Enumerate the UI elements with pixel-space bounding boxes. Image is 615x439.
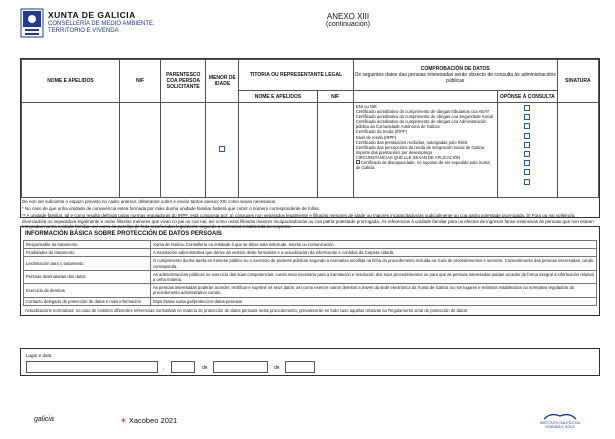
- doc-item: Certificado acreditativo do cumprimento de obrigas coa Seguridade Social: [355, 114, 494, 120]
- cell-nome[interactable]: [22, 103, 120, 198]
- igvs-icon: [543, 412, 577, 420]
- docs-list: [353, 103, 497, 198]
- oponse-checkbox[interactable]: [524, 151, 530, 157]
- table-row: [24, 297, 597, 305]
- cell-titor-nif[interactable]: [317, 103, 353, 198]
- data-protection-box: [20, 226, 600, 316]
- info-value: A tramitación administrativa que derive da xestión deste formulario e a actualización da información e contidos da Carpeta cidadá.: [151, 249, 597, 257]
- igvs-logo: [540, 412, 580, 429]
- info-key: Finalidades do tratamento: [24, 249, 151, 257]
- xacobeo-icon: ☀: [120, 416, 127, 425]
- page-header: [20, 8, 600, 48]
- doc-item: Certificado acreditativo do cumprimento de obrigas tributarias coa AEAT: [355, 109, 490, 115]
- doc-item: Certificado das prestacións recibidas, outorgadas polo INSS: [355, 139, 468, 145]
- table-row: [24, 284, 597, 297]
- table-row: [22, 103, 599, 198]
- org-title: XUNTA DE GALICIA: [48, 10, 136, 20]
- data-protection-title: INFORMACIÓN BÁSICA SOBRE PROTECCIÓN DE DATOS PERSOAIS: [25, 231, 222, 237]
- table-row: [24, 270, 597, 283]
- info-link[interactable]: https://www.xunta.gal/proteccion-datos-persoais: [151, 297, 597, 305]
- cell-menor: [206, 103, 239, 198]
- org-subtitle: [48, 21, 155, 35]
- note-3: ** A unidade familiar, tal e como resulta definida polas normas reguladoras do IRPF, está composta por: a) cónxuxes non separados legalmente e fillos/as menores de idade ou maiores incapacitados/as xudicialmente ou coa patria potestade prorrogada. b) Fóra ou nai solteiro/a, divorciado/a ou separado/a legalmente e os/as fillos/as menores que vivan co pai ou coa nai, así como os/as fillos/as maiores incapacitados/as ou coa patria potestade prorrogada. Ás referencias á unidade familiar para os efectos de ingresos fanse extensivas ás persoas que non estean integradas nunha unidade familiar, así como ás parellas de feito recoñecidas legalmente segundo a normativa establecida ao respecto.: [22, 213, 594, 229]
- doc-item: CIRCUNSTANCIAS QUE LLE SEXAN DE APLICACIÓN: [355, 154, 461, 160]
- col-oponse: OPÓNSE Á CONSULTA: [497, 91, 557, 103]
- family-members-table: [21, 59, 599, 198]
- oponse-checkbox[interactable]: [524, 142, 530, 148]
- cell-sinatura[interactable]: [557, 103, 598, 198]
- org-subtitle-line-2: TERRITORIO E VIVENDA: [48, 28, 119, 34]
- info-value: As persoas interesadas poderán acceder, rectificar e suprimir os seus datos, así como exercer outros dereitos a través da sede electrónica da Xunta de Galicia ou nos lugares e rexistros establecidos na normativa reguladora do procedemento administrativo común.: [151, 284, 597, 297]
- info-key: Responsable do tratamento: [24, 241, 151, 249]
- month-field[interactable]: [213, 361, 268, 373]
- place-field[interactable]: [26, 361, 158, 373]
- note-2: * No caso de que unha unidade de convivencia estea formada por máis dunha unidade familiar haberá que cubrir o número correspondente de follas.: [22, 206, 320, 211]
- oponse-checkbox[interactable]: [524, 169, 530, 175]
- annex-title: ANEXO XIII: [326, 12, 370, 21]
- galicia-logo: galicia: [34, 416, 54, 423]
- table-row: [24, 257, 597, 270]
- info-key: Persoas destinatarias dos datos: [24, 270, 151, 283]
- xacobeo-label: Xacobeo 2021: [128, 416, 178, 425]
- info-key: Exercicio de dereitos: [24, 284, 151, 297]
- col-sinatura: SINATURA: [557, 60, 598, 103]
- doc-item-label: Certificado de discapacidade, no suposto de ser expedido pola Xunta de Galicia: [355, 160, 490, 171]
- oponse-checkbox[interactable]: [524, 179, 530, 185]
- col-comprobacion: [353, 60, 557, 91]
- col-titor: TITOR/A OU REPRESENTANTE LEGAL: [239, 60, 353, 91]
- place-date-box: [20, 348, 600, 376]
- oponse-checkbox[interactable]: [524, 105, 530, 111]
- table-row: [24, 249, 597, 257]
- info-key: Contacto delegado de protección de datos e máis información: [24, 297, 151, 305]
- oponse-checkbox[interactable]: [524, 133, 530, 139]
- doc-item: Certificado das percepcións da renda de integración social de Galicia: [355, 144, 485, 150]
- note-1: De non ser suficiente o espazo previsto no cadro anterior, deberanse cubrir e enviar tantos anexos XIII como sexan necesarios.: [22, 199, 277, 204]
- page-footer: [20, 408, 600, 432]
- col-parentesco: PARENTESCO COA PERSOA SOLICITANTE: [161, 60, 206, 103]
- annex-subtitle: (continuación): [326, 21, 370, 28]
- doc-item: Nivel de renda (IRPF): [355, 134, 397, 140]
- col-titor-nome: NOME E APELIDOS: [239, 91, 317, 103]
- col-docs: [353, 91, 497, 103]
- info-value: Xunta de Galicia. Consellería ou entidade á que se dirixe esta solicitude, escrito ou comunicación.: [151, 241, 597, 249]
- oponse-checkbox[interactable]: [524, 123, 530, 129]
- col-menor: MENOR DE IDADE: [206, 60, 239, 103]
- doc-item: Certificado acreditativo do cumprimento de obrigas coa Administración pública da Comunidade Autónoma de Galicia: [355, 119, 487, 130]
- cell-titor-nome[interactable]: [239, 103, 317, 198]
- menor-checkbox[interactable]: [219, 146, 225, 152]
- oponse-checkboxes: [497, 103, 557, 198]
- comprobacion-subtitle: Os seguintes datos das persoas interesadas serán obxecto de consulta ás administracións públicas: [354, 72, 556, 84]
- info-value: O cumprimento dunha tarefa en interese público ou o exercicio de poderes públicos segundo a normativa recollida na ficha do procedemento incluída na Guía de procedementos e servizos. Consentimento das persoas interesadas, cando corresponda.: [151, 257, 597, 270]
- doc-item-with-checkbox: [356, 160, 495, 170]
- day-field[interactable]: [171, 361, 195, 373]
- comprobacion-title: COMPROBACIÓN DE DATOS: [420, 66, 490, 72]
- cell-nif[interactable]: [119, 103, 160, 198]
- igvs-label: INSTITUTO GALEGO DA VIVENDA E SOLO: [540, 421, 580, 429]
- col-nif: NIF: [119, 60, 160, 103]
- year-field[interactable]: [285, 361, 315, 373]
- xunta-logo-icon: [20, 8, 44, 38]
- doc-item: DNI ou NIE: [355, 104, 377, 109]
- cell-parentesco[interactable]: [161, 103, 206, 198]
- info-value: As administracións públicas no exercicio das súas competencias, cando sexa necesario para a tramitación e resolución dos seus procedementos ou para que as persoas interesadas poidan acceder de forma integral á información relativa a unha materia.: [151, 270, 597, 283]
- comma-separator: ,: [163, 365, 165, 371]
- col-nome: NOME E APELIDOS: [22, 60, 120, 103]
- org-subtitle-line-1: CONSELLERÍA DE MEDIO AMBIENTE,: [48, 21, 155, 27]
- info-key: Lexitimación para o tratamento: [24, 257, 151, 270]
- oponse-checkbox[interactable]: [524, 160, 530, 166]
- de-separator: de: [202, 365, 208, 371]
- family-members-table-box: [20, 58, 600, 218]
- data-protection-table: [23, 240, 597, 306]
- oponse-checkbox[interactable]: [524, 114, 530, 120]
- doc-item: Certificado da renda (IRPF): [355, 129, 407, 135]
- col-titor-nif: NIF: [317, 91, 353, 103]
- discapacidade-checkbox[interactable]: [356, 160, 360, 164]
- data-protection-footer: Actualizacións normativas: no caso de existiren diferentes referencias normativas en materia de protección de datos persoais neste procedemento, prevalecerán en todo caso aquelas relativas ao Regulamento xeral de protección de datos.: [25, 307, 468, 313]
- doc-item: Importe das prestacións por desemprego: [355, 149, 433, 155]
- place-date-label: Lugar e data: [26, 353, 52, 358]
- table-row: [24, 241, 597, 249]
- xacobeo-logo: [120, 416, 177, 425]
- de-separator: de: [274, 365, 280, 371]
